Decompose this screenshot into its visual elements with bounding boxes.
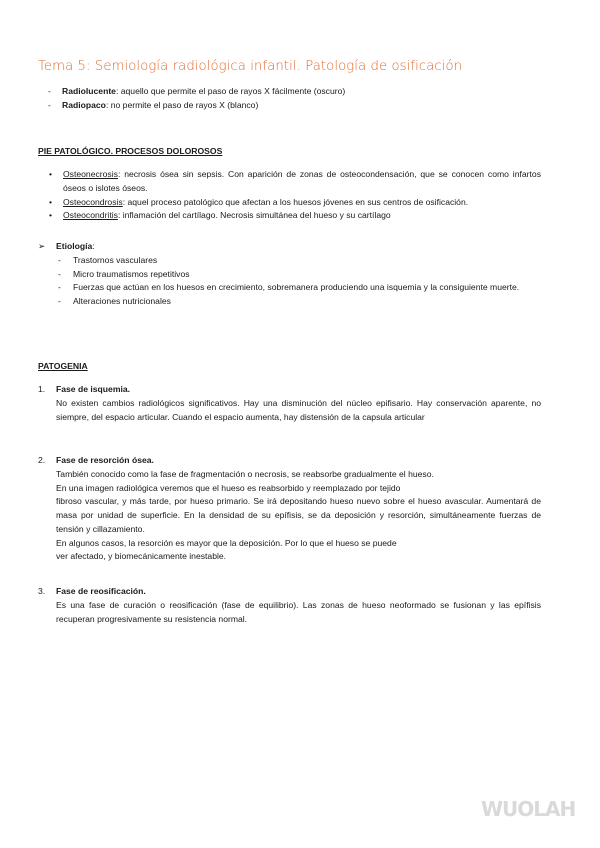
phase-text: fibroso vascular, y más tarde, por hueso primario. Se irá depositando hueso nuevo sobre el hueso avascular. Aumentará de masa por unidad de superficie. En la densidad de su epífisis, se da deposición y resorción, simultáneamente fuerzas de tensión y cillazamiento. — [56, 496, 541, 534]
definition-term: Radiolucente — [62, 86, 116, 96]
phase-text: No existen cambios radiológicos significativos. Hay una disminución del núcleo epifisario. Hay conservación aparente, no siempre, del espacio articular. Cuando el espacio aumenta, hay distensión de la capsula articular — [56, 397, 541, 422]
bullet-marker: • — [49, 196, 53, 207]
phase-title: Fase de isquemia — [56, 384, 128, 394]
phase-text: En una imagen radiológica veremos que el hueso es reabsorbido y reemplazado por tejido — [56, 482, 401, 493]
phase-2 — [38, 454, 541, 564]
list-term: Osteocondrosis — [63, 196, 123, 207]
section-heading-patogenia: PATOGENIA — [38, 361, 88, 371]
definition-term: Radiopaco — [62, 99, 106, 110]
bullet-marker: • — [49, 210, 53, 221]
etiologia-heading — [38, 240, 543, 254]
etiologia-item: Micro traumatismos repetitivos — [73, 268, 190, 279]
phase-title-period: . — [151, 455, 154, 465]
definition-item — [48, 99, 548, 113]
phase-text: Es una fase de curación o reosificación (fase de equilibrio). Las zonas de hueso neoformado se fusionan y las epífisis recuperan progresivamente su resistencia normal. — [56, 599, 541, 624]
dash-marker: - — [48, 99, 51, 110]
list-text: : inflamación del cartílago. Necrosis simultánea del hueso y su cartílago — [117, 210, 391, 221]
phase-title-period: . — [127, 384, 131, 394]
etiologia-item: Trastornos vasculares — [73, 254, 158, 265]
phase-text: ver afectado, y biomecánicamente inestable. — [56, 551, 227, 562]
phase-title: Fase de resorción ósea — [56, 455, 152, 465]
list-item: - Micro traumatismos repetitivos — [58, 268, 543, 282]
list-item: - Fuerzas que actúan en los huesos en crecimiento, sobremanera produciendo una isquemia y la consiguiente muerte. — [58, 281, 543, 295]
definition-text: : aquello que permite el paso de rayos X fácilmente (oscuro) — [115, 86, 346, 96]
phase-number: 1. — [38, 384, 46, 394]
page-title: Tema 5: Semiología radiológica infantil. Patología de osificación — [38, 59, 463, 74]
list-item — [49, 196, 541, 210]
phase-number: 3. — [38, 586, 46, 596]
etiologia-item: Alteraciones nutricionales — [73, 296, 171, 306]
list-item: - Trastornos vasculares — [58, 254, 543, 268]
osteo-list — [49, 168, 541, 223]
phase-1 — [38, 383, 541, 424]
phase-title-period: . — [143, 586, 146, 596]
list-item: - Alteraciones nutricionales — [58, 295, 543, 309]
list-term: Osteonecrosis — [63, 169, 118, 179]
section-heading-pie-patologico: PIE PATOLÓGICO. PROCESOS DOLOROSOS — [38, 146, 223, 156]
etiologia-label: Etiología — [56, 241, 93, 251]
phase-text: También conocido como la fase de fragmentación o necrosis, se reabsorbe gradualmente el hueso. — [56, 468, 434, 479]
phase-title: Fase de reosificación — [56, 586, 144, 596]
etiologia-block — [38, 240, 543, 309]
list-text: : necrosis ósea sin sepsis. Con aparición de zonas de osteocondensación, que se conocen como infartos óseos o islotes óseos. — [63, 169, 541, 193]
list-term: Osteocondritis — [63, 210, 118, 221]
etiologia-item: Fuerzas que actúan en los huesos en crecimiento, sobremanera produciendo una isquemia y la consiguiente muerte. — [73, 282, 520, 293]
intro-definitions — [48, 85, 548, 113]
phase-number: 2. — [38, 455, 46, 465]
dash-marker: - — [48, 86, 51, 96]
wuolah-watermark-logo: WUOLAH — [481, 797, 576, 821]
list-item — [49, 209, 541, 223]
definition-text: : no permite el paso de rayos X (blanco) — [105, 99, 259, 110]
list-item — [49, 168, 541, 196]
etiologia-colon: : — [92, 241, 95, 251]
phase-text: En algunos casos, la resorción es mayor que la deposición. Por lo que el hueso se puede — [56, 537, 397, 548]
phase-3 — [38, 585, 541, 626]
list-text: : aquel proceso patológico que afectan a los huesos jóvenes en sus centros de osificación. — [122, 196, 469, 207]
bullet-marker: • — [49, 169, 53, 179]
arrow-marker-icon: ➢ — [38, 241, 46, 251]
definition-item — [48, 85, 548, 99]
